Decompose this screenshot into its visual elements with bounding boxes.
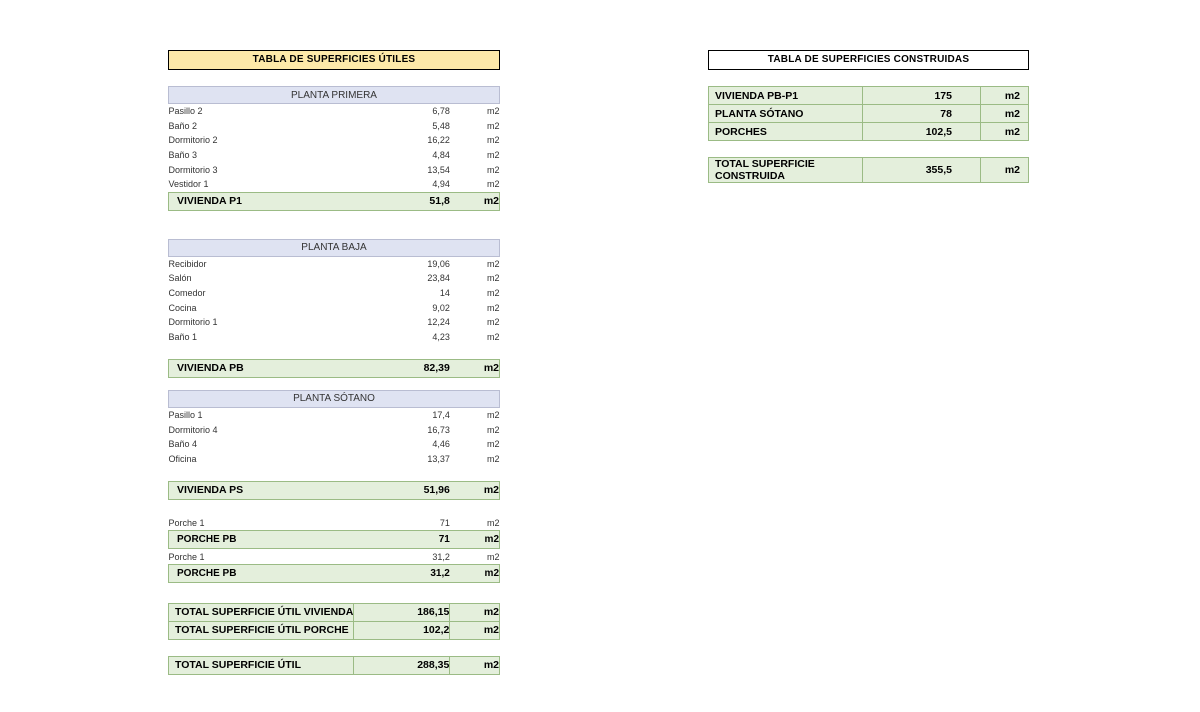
room-name: Baño 1: [168, 331, 198, 342]
built-name: PORCHES: [709, 123, 863, 141]
built-total-row: [709, 158, 1029, 183]
section-header-label: PLANTA PRIMERA: [169, 87, 500, 104]
subtotal-unit: m2: [450, 192, 500, 210]
subtotal-label: PORCHE PB: [169, 564, 354, 582]
room-unit: m2: [486, 120, 500, 131]
built-total-group: [708, 157, 1029, 183]
room-name: Recibidor: [168, 258, 207, 269]
section-header: [169, 239, 500, 256]
room-unit: m2: [486, 331, 500, 342]
built-unit: m2: [980, 123, 1028, 141]
room-area: 16,73: [427, 424, 450, 435]
subtotal-label: VIVIENDA P1: [169, 192, 354, 210]
table-row: [169, 119, 500, 134]
table-row: [169, 407, 500, 422]
total-unit: m2: [450, 621, 500, 639]
grand-total-unit: m2: [450, 656, 500, 674]
table-row: [169, 452, 500, 467]
table-row: [169, 549, 500, 565]
subtotal-value: 82,39: [354, 359, 450, 377]
total-value: 102,2: [354, 621, 450, 639]
built-area: 102,5: [862, 123, 980, 141]
room-unit: m2: [486, 317, 500, 328]
room-area: 4,84: [432, 150, 450, 161]
subtotal-unit: m2: [450, 481, 500, 499]
section-header-label: PLANTA BAJA: [169, 239, 500, 256]
room-name: Pasillo 1: [168, 410, 203, 421]
section-planta-primera: [168, 86, 500, 211]
room-unit: m2: [486, 551, 500, 562]
room-name: Comedor: [168, 288, 206, 299]
surfaces-built-table: [708, 50, 1029, 183]
room-name: Vestidor 1: [168, 179, 209, 190]
subtotal-value: 51,96: [354, 481, 450, 499]
grand-total-row: [169, 656, 500, 674]
table-row: [169, 271, 500, 286]
table-row: [709, 123, 1029, 141]
room-area: 71: [439, 517, 450, 528]
grand-total-group: [168, 656, 500, 675]
room-area: 14: [439, 288, 450, 299]
room-name: Salón: [168, 273, 192, 284]
total-row-porche: [169, 621, 500, 639]
section-planta-baja: [168, 239, 500, 378]
room-name: Pasillo 2: [168, 106, 203, 117]
built-total-label: TOTAL SUPERFICIE CONSTRUIDA: [709, 158, 863, 183]
room-area: 13,37: [427, 453, 450, 464]
table-row: [709, 87, 1029, 105]
table-row: [169, 422, 500, 437]
total-label: TOTAL SUPERFICIE ÚTIL PORCHE: [169, 621, 354, 639]
section-header: [169, 390, 500, 407]
subtotal-label: VIVIENDA PS: [169, 481, 354, 499]
room-name: Porche 1: [168, 517, 205, 528]
table-row: [169, 148, 500, 163]
room-name: Oficina: [168, 453, 197, 464]
subtotal-value: 31,2: [354, 564, 450, 582]
table-row: [709, 105, 1029, 123]
room-area: 5,48: [432, 120, 450, 131]
room-unit: m2: [486, 179, 500, 190]
room-area: 9,02: [432, 302, 450, 313]
room-area: 6,78: [432, 106, 450, 117]
table-row: [169, 330, 500, 345]
built-area: 175: [862, 87, 980, 105]
section-planta-sotano: [168, 390, 500, 500]
built-unit: m2: [980, 87, 1028, 105]
built-name: PLANTA SÓTANO: [709, 105, 863, 123]
room-area: 4,46: [432, 439, 450, 450]
table-row: [169, 286, 500, 301]
surfaces-useful-table: [168, 50, 500, 675]
total-value: 186,15: [354, 603, 450, 621]
totals-group: [168, 603, 500, 640]
subtotal-value: 71: [354, 531, 450, 549]
total-label: TOTAL SUPERFICIE ÚTIL VIVIENDA: [169, 603, 354, 621]
spacer-row: [169, 344, 500, 359]
room-area: 31,2: [432, 551, 450, 562]
built-rows-group: [708, 86, 1029, 141]
built-surfaces-title: TABLA DE SUPERFICIES CONSTRUIDAS: [708, 50, 1029, 70]
built-total-value: 355,5: [862, 158, 980, 183]
subtotal-row: [169, 192, 500, 210]
room-area: 19,06: [427, 258, 450, 269]
room-area: 12,24: [427, 317, 450, 328]
section-header: [169, 87, 500, 104]
subtotal-row: [169, 564, 500, 582]
room-unit: m2: [486, 410, 500, 421]
room-unit: m2: [486, 439, 500, 450]
total-row-vivienda: [169, 603, 500, 621]
grand-total-value: 288,35: [354, 656, 450, 674]
subtotal-value: 51,8: [354, 192, 450, 210]
section-header-label: PLANTA SÓTANO: [169, 390, 500, 407]
built-total-unit: m2: [980, 158, 1028, 183]
room-area: 4,94: [432, 179, 450, 190]
total-unit: m2: [450, 603, 500, 621]
room-name: Baño 2: [168, 120, 198, 131]
room-unit: m2: [486, 150, 500, 161]
room-unit: m2: [486, 273, 500, 284]
room-unit: m2: [486, 106, 500, 117]
built-name: VIVIENDA PB-P1: [709, 87, 863, 105]
room-area: 16,22: [427, 135, 450, 146]
table-row: [169, 133, 500, 148]
useful-surfaces-title: TABLA DE SUPERFICIES ÚTILES: [168, 50, 500, 70]
section-porches: [168, 516, 500, 583]
room-name: Dormitorio 1: [168, 317, 218, 328]
table-row: [169, 104, 500, 119]
table-row: [169, 437, 500, 452]
room-area: 4,23: [432, 331, 450, 342]
subtotal-unit: m2: [450, 564, 500, 582]
table-row: [169, 315, 500, 330]
subtotal-label: PORCHE PB: [169, 531, 354, 549]
room-name: Baño 4: [168, 439, 198, 450]
room-unit: m2: [486, 288, 500, 299]
spacer-row: [169, 466, 500, 481]
room-name: Baño 3: [168, 150, 198, 161]
subtotal-row: [169, 359, 500, 377]
room-unit: m2: [486, 453, 500, 464]
room-name: Dormitorio 2: [168, 135, 218, 146]
room-area: 23,84: [427, 273, 450, 284]
room-name: Dormitorio 3: [168, 164, 218, 175]
table-row: [169, 256, 500, 271]
subtotal-row: [169, 531, 500, 549]
table-row: [169, 162, 500, 177]
room-area: 17,4: [432, 410, 450, 421]
room-unit: m2: [486, 424, 500, 435]
room-area: 13,54: [427, 164, 450, 175]
room-unit: m2: [486, 517, 500, 528]
built-unit: m2: [980, 105, 1028, 123]
subtotal-unit: m2: [450, 359, 500, 377]
built-area: 78: [862, 105, 980, 123]
subtotal-row: [169, 481, 500, 499]
room-unit: m2: [486, 164, 500, 175]
table-row: [169, 177, 500, 192]
table-row: [169, 300, 500, 315]
subtotal-label: VIVIENDA PB: [169, 359, 354, 377]
grand-total-label: TOTAL SUPERFICIE ÚTIL: [169, 656, 354, 674]
room-unit: m2: [486, 302, 500, 313]
room-name: Cocina: [168, 302, 197, 313]
table-row: [169, 516, 500, 531]
subtotal-unit: m2: [450, 531, 500, 549]
room-name: Porche 1: [168, 551, 205, 562]
room-name: Dormitorio 4: [168, 424, 218, 435]
room-unit: m2: [486, 258, 500, 269]
room-unit: m2: [486, 135, 500, 146]
